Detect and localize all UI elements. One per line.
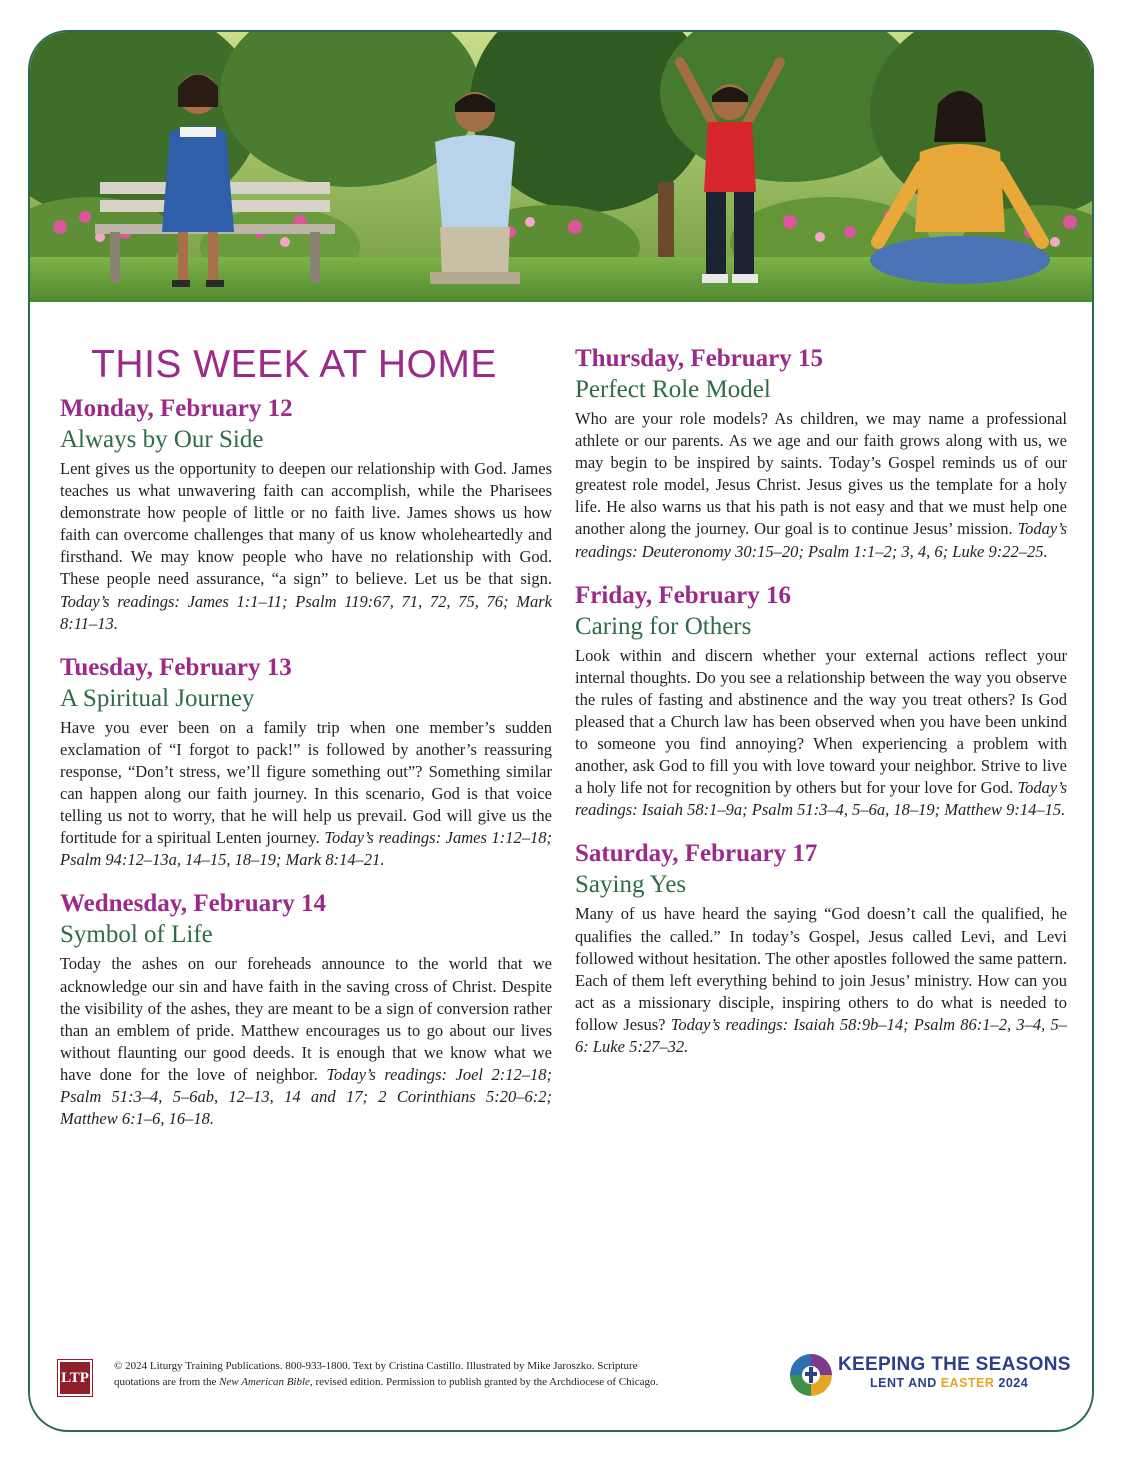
- day-text: Lent gives us the opportunity to deepen our relationship with God. James teaches us what unwavering faith can accomplish, while the Pharisees demonstrate how people of little or no faith live. James shows us how faith can overcome challenges that many of us know wholeheartedly and firsthand. We may know people who have no relationship with God. These people need assurance, “a sign” to believe. Let us be that sign.: [60, 459, 552, 589]
- day-date: Wednesday, February 14: [60, 890, 326, 918]
- keeping-the-seasons-logo: [790, 1354, 1080, 1404]
- day-body: [60, 953, 552, 1130]
- day-tuesday: [60, 653, 552, 872]
- day-friday: [575, 581, 1067, 822]
- right-column: [575, 344, 1067, 1076]
- day-text: Many of us have heard the saying “God doesn’t call the qualified, he qualifies the called.” In today’s Gospel, Jesus called Levi, and Levi followed without hesitation. The other apostles followed the same pattern. Each of them left everything behind to join Jesus’ ministry. How can you act as a missionary disciple, inspiring others to do what is needed to follow Jesus?: [575, 904, 1067, 1034]
- day-body: [575, 645, 1067, 822]
- brand-easter: EASTER: [940, 1376, 995, 1390]
- day-body: [60, 717, 552, 872]
- day-saturday: [575, 839, 1067, 1058]
- day-monday: [60, 394, 552, 635]
- day-text: Today the ashes on our foreheads announce to the world that we acknowledge our sin and have faith in the saving cross of Christ. Despite the visibility of the ashes, they are meant to be a sign of conversion rather than an emblem of pride. Matthew encourages us to go about our lives without flaunting our good deeds. It is enough that we know what we have done for the love of neighbor.: [60, 954, 552, 1084]
- brand-subtitle: [870, 1376, 1028, 1390]
- day-title: Always by Our Side: [60, 426, 264, 453]
- seasons-wheel-icon: [790, 1354, 832, 1396]
- banner-illustration-svg: [30, 32, 1094, 302]
- day-text: Look within and discern whether your external actions reflect your internal thoughts. Do you see a relationship between the way you observe the rules of fasting and abstinence and the way you treat others? Is God pleased that a Church law has been observed when you have been unkind to someone you find annoying? When experiencing a problem with another, ask God to fill you with love toward your neighbor. Strive to live a holy life not for recognition by others but for your love for God.: [575, 645, 1067, 798]
- page-frame: [28, 30, 1094, 1432]
- footer: [30, 1352, 1094, 1412]
- day-title: Saying Yes: [575, 871, 687, 899]
- copyright-text: [114, 1358, 794, 1390]
- day-date: Friday, February 16: [575, 581, 791, 609]
- brand-lent: LENT AND: [870, 1376, 941, 1390]
- day-title: Caring for Others: [575, 612, 752, 640]
- copyright-line-2-pre: quotations are from the: [114, 1376, 220, 1388]
- day-title: Perfect Role Model: [575, 376, 771, 403]
- day-date: Tuesday, February 13: [60, 653, 292, 681]
- day-body: [60, 458, 552, 635]
- day-date: Saturday, February 17: [575, 840, 818, 868]
- day-readings: Today’s readings: Joel 2:12–18; Psalm 51:3–4, 5–6ab, 12–13, 14 and 17; 2 Corinthians 5:20–6:2; Matthew 6:1–6, 16–18.: [60, 1064, 553, 1129]
- ltp-logo: LTP: [58, 1360, 92, 1396]
- brand-title: KEEPING THE SEASONS: [838, 1354, 1071, 1375]
- brand-year: 2024: [994, 1376, 1029, 1390]
- copyright-line-2: [114, 1374, 794, 1390]
- page-title: THIS WEEK AT HOME: [91, 343, 497, 386]
- bible-title: New American Bible: [219, 1376, 310, 1388]
- left-column: [60, 342, 552, 1148]
- day-date: Monday, February 12: [60, 395, 293, 422]
- day-body: [575, 408, 1067, 563]
- day-readings: Today’s readings: Deuteronomy 30:15–20; Psalm 1:1–2; 3, 4, 6; Luke 9:22–25.: [575, 519, 1067, 561]
- day-readings: Today’s readings: James 1:12–18; Psalm 94:12–13a, 14–15, 18–19; Mark 8:14–21.: [60, 828, 552, 870]
- day-readings: Today’s readings: Isaiah 58:9b–14; Psalm 86:1–2, 3–4, 5–6: Luke 5:27–32.: [575, 1014, 1067, 1056]
- day-body: [575, 903, 1067, 1058]
- day-readings: Today’s readings: Isaiah 58:1–9a; Psalm 51:3–4, 5–6a, 18–19; Matthew 9:14–15.: [575, 778, 1067, 820]
- day-wednesday: [60, 889, 552, 1130]
- day-thursday: [575, 344, 1067, 563]
- day-title: Symbol of Life: [60, 921, 213, 949]
- copyright-line-2-post: , revised edition. Permission to publish granted by the Archdiocese of Chicago.: [309, 1376, 659, 1388]
- day-text: Have you ever been on a family trip when one member’s sudden exclamation of “I forgot to pack!” is followed by another’s reassuring response, “Don’t stress, we’ll figure something out”? Something similar can happen along our faith journey. In this scenario, God is that voice telling us not to worry, that he will help us prevail. God will give us the fortitude for a spiritual Lenten journey.: [60, 717, 552, 848]
- day-readings: Today’s readings: James 1:1–11; Psalm 119:67, 71, 72, 75, 76; Mark 8:11–13.: [60, 591, 552, 633]
- day-text: Who are your role models? As children, we may name a professional athlete or our parents. As we age and our faith grows along with us, we may begin to be inspired by saints. Today’s Gospel reminds us of our greatest role model, Jesus Christ. Jesus gives us the template for a holy life. He also warns us that his path is not easy and that we must help one another along the journey. Our goal is to continue Jesus’ mission.: [575, 409, 1067, 539]
- banner-illustration: [30, 32, 1094, 302]
- day-date: Thursday, February 15: [575, 345, 823, 372]
- day-title: A Spiritual Journey: [60, 684, 255, 712]
- copyright-line-1: © 2024 Liturgy Training Publications. 800-933-1800. Text by Cristina Castillo. Illustrated by Mike Jaroszko. Scripture: [114, 1360, 638, 1372]
